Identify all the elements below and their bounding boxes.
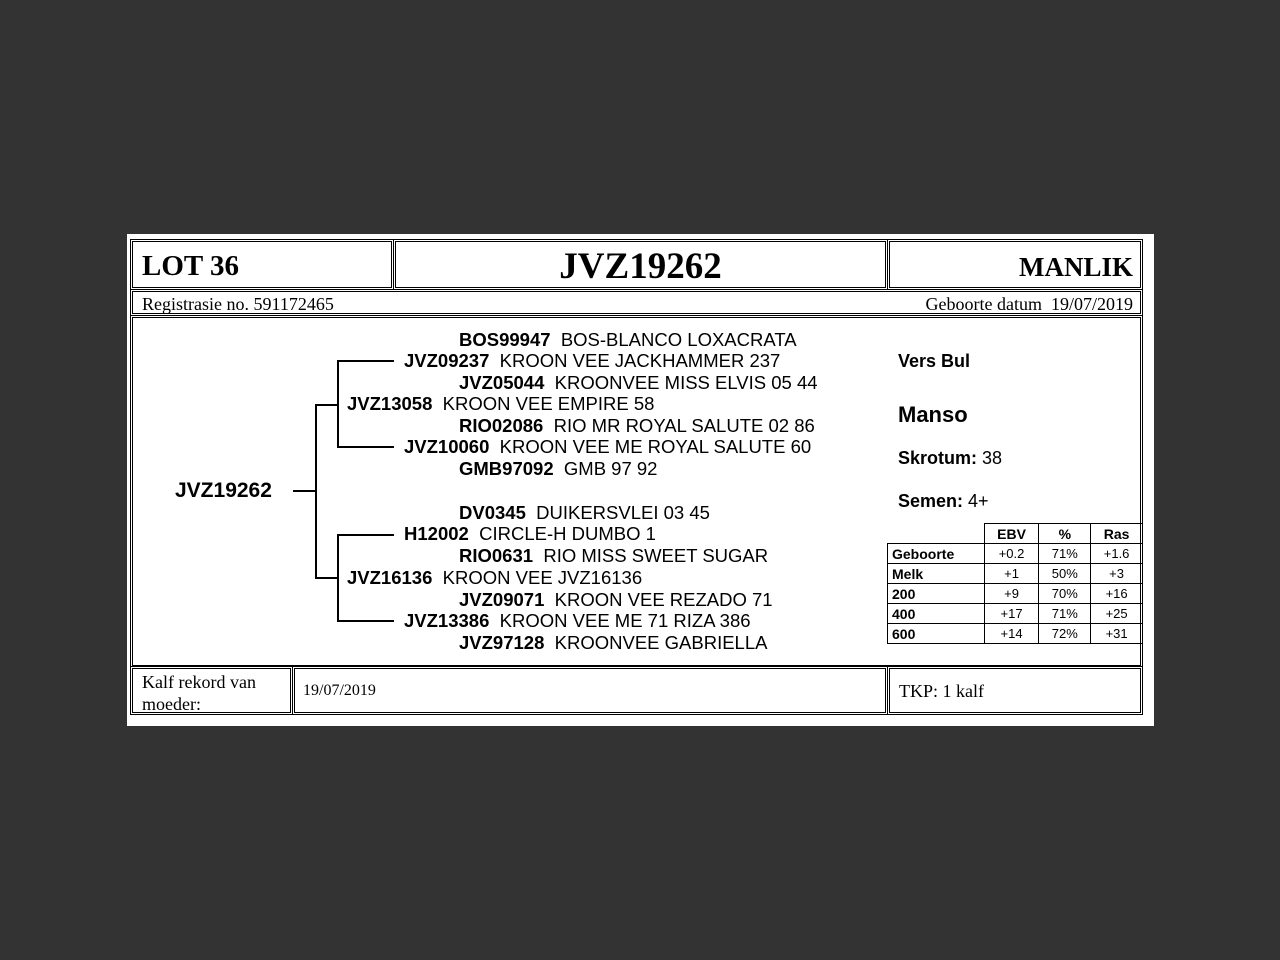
ebv-header-row <box>888 524 1143 544</box>
semen-label: Semen: <box>898 491 964 511</box>
pedigree-entry-ddd: JVZ97128 KROONVEE GABRIELLA <box>459 632 768 653</box>
calf-record-label-box <box>130 666 293 715</box>
lot-box <box>130 239 394 290</box>
ebv-value: +1 <box>984 564 1039 584</box>
ebv-ras: +25 <box>1091 604 1143 624</box>
birth-date-label: Geboorte datum <box>925 294 1042 314</box>
ebv-value: +17 <box>984 604 1039 624</box>
pedigree-entry-sd: JVZ10060 KROON VEE ME ROYAL SALUTE 60 <box>404 436 812 457</box>
ebv-pct: 71% <box>1039 604 1091 624</box>
semen-value: 4+ <box>968 491 989 511</box>
ebv-ras: +3 <box>1091 564 1143 584</box>
ebv-row <box>888 604 1143 624</box>
ebv-row-label: Melk <box>888 564 985 584</box>
pedigree-entry-dss: DV0345 DUIKERSVLEI 03 45 <box>459 502 710 523</box>
pedigree-connector <box>337 360 394 362</box>
ebv-value: +0.2 <box>984 544 1039 564</box>
ebv-row-label: Geboorte <box>888 544 985 564</box>
calf-record-value-box <box>292 666 888 715</box>
ebv-pct: 72% <box>1039 624 1091 644</box>
birth-date <box>926 294 1133 315</box>
pedigree-connector <box>315 404 317 579</box>
ebv-ras: +16 <box>1091 584 1143 604</box>
ebv-ras: +1.6 <box>1091 544 1143 564</box>
ebv-ras: +31 <box>1091 624 1143 644</box>
pedigree-connector <box>337 446 394 448</box>
ebv-row-label: 400 <box>888 604 985 624</box>
calf-record-label: Kalf rekord van moeder: <box>142 672 256 714</box>
pedigree-entry-sdd: GMB97092 GMB 97 92 <box>459 458 658 479</box>
subject-id: JVZ19262 <box>175 479 272 502</box>
pedigree-connector <box>293 490 316 492</box>
ebv-pct: 71% <box>1039 544 1091 564</box>
sex-box <box>887 239 1143 290</box>
ebv-value: +14 <box>984 624 1039 644</box>
pedigree-entry-ds: H12002 CIRCLE-H DUMBO 1 <box>404 523 656 544</box>
pedigree-entry-dsd: RIO0631 RIO MISS SWEET SUGAR <box>459 545 769 566</box>
pedigree-connector <box>337 534 339 622</box>
pedigree-entry-dam: JVZ16136 KROON VEE JVZ16136 <box>347 567 643 588</box>
pedigree-entry-dds: JVZ09071 KROON VEE REZADO 71 <box>459 589 773 610</box>
animal-type: Vers Bul <box>898 351 971 371</box>
registration-number: Registrasie no. 591172465 <box>142 294 334 314</box>
pedigree-entry-sire: JVZ13058 KROON VEE EMPIRE 58 <box>347 393 655 414</box>
ebv-row-label: 600 <box>888 624 985 644</box>
pedigree-entry-sds: RIO02086 RIO MR ROYAL SALUTE 02 86 <box>459 415 815 436</box>
ebv-header-ebv: EBV <box>984 524 1039 544</box>
ebv-header-pct: % <box>1039 524 1091 544</box>
ebv-table <box>887 523 1143 644</box>
sex-label: MANLIK <box>1019 252 1133 282</box>
pedigree-connector <box>337 534 394 536</box>
pedigree-connector <box>337 620 394 622</box>
pedigree-connector <box>337 360 339 448</box>
ebv-header-ras: Ras <box>1091 524 1143 544</box>
scrotum-label: Skrotum: <box>898 448 978 468</box>
tkp-value: TKP: 1 kalf <box>899 681 984 701</box>
animal-name: Manso <box>898 402 968 427</box>
ebv-row <box>888 564 1143 584</box>
pedigree-entry-ssd: JVZ05044 KROONVEE MISS ELVIS 05 44 <box>459 372 818 393</box>
pedigree-connector <box>315 404 337 406</box>
semen <box>898 491 989 512</box>
registration-row <box>130 289 1143 316</box>
pedigree-entry-sss: BOS99947 BOS-BLANCO LOXACRATA <box>459 329 797 350</box>
ebv-pct: 50% <box>1039 564 1091 584</box>
scrotum <box>898 448 1002 469</box>
pedigree-entry-ss: JVZ09237 KROON VEE JACKHAMMER 237 <box>404 350 781 371</box>
ebv-value: +9 <box>984 584 1039 604</box>
ebv-row <box>888 544 1143 564</box>
lot-card <box>127 234 1154 726</box>
pedigree-connector <box>315 577 337 579</box>
ebv-pct: 70% <box>1039 584 1091 604</box>
birth-date-value: 19/07/2019 <box>1050 294 1133 314</box>
pedigree-entry-dd: JVZ13386 KROON VEE ME 71 RIZA 386 <box>404 610 751 631</box>
calf-record-value: 19/07/2019 <box>303 682 376 699</box>
animal-id-box <box>393 239 888 290</box>
animal-id-title: JVZ19262 <box>559 246 722 287</box>
tkp-box <box>887 666 1143 715</box>
lot-number: LOT 36 <box>142 250 239 282</box>
ebv-row <box>888 584 1143 604</box>
scrotum-value: 38 <box>982 448 1003 468</box>
ebv-row-label: 200 <box>888 584 985 604</box>
ebv-row <box>888 624 1143 644</box>
